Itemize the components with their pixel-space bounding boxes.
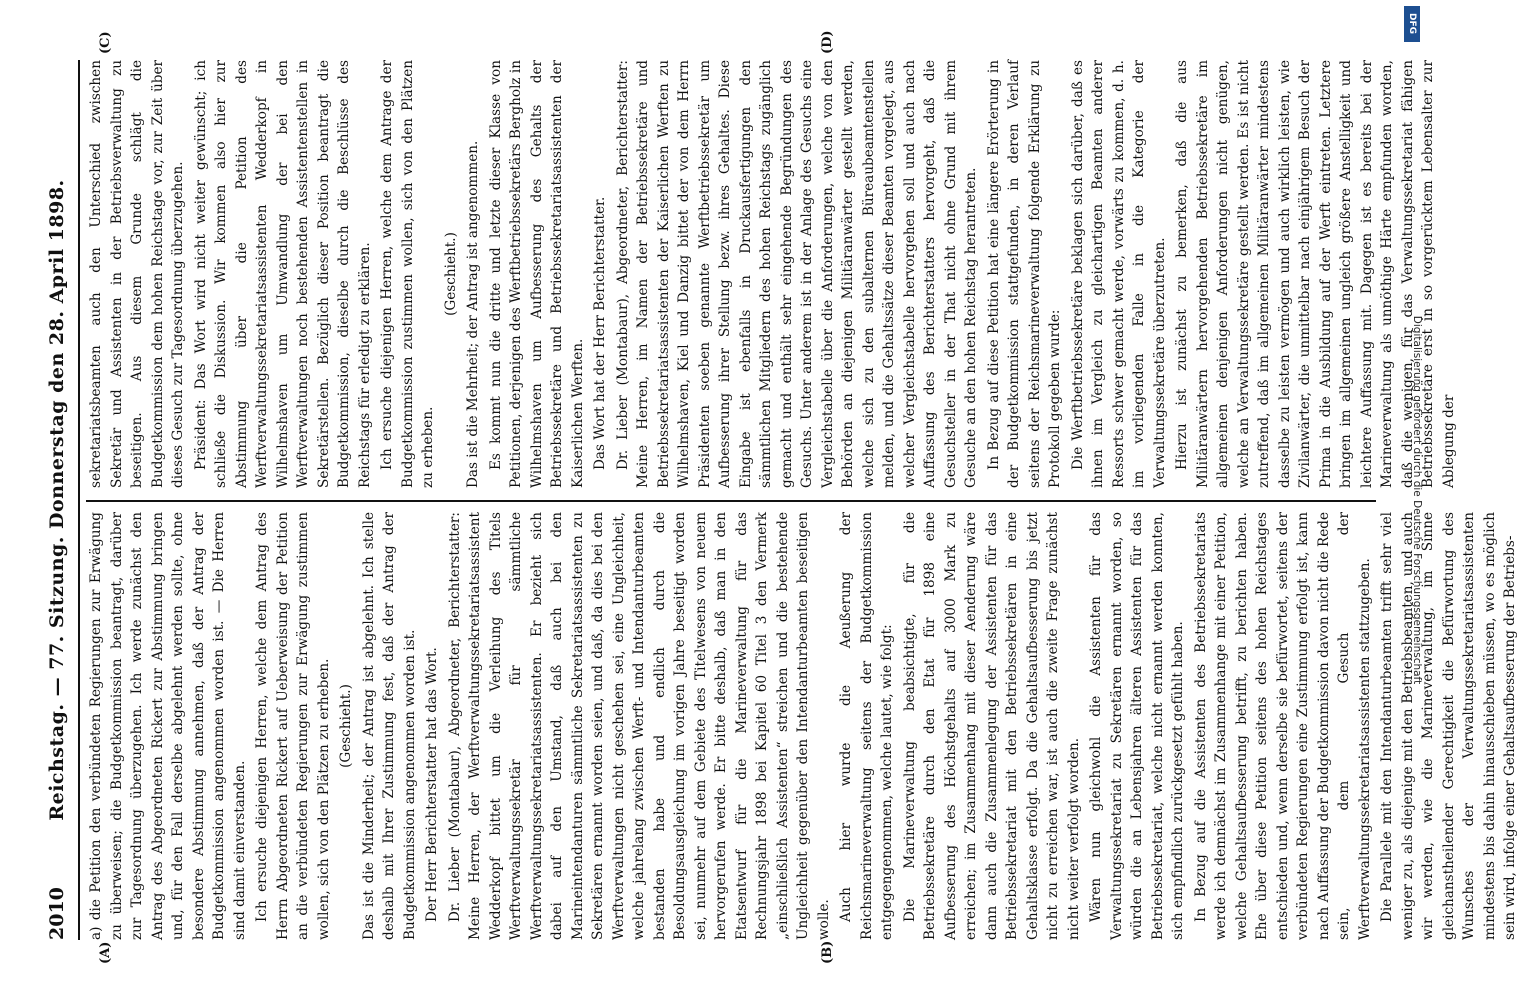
paragraph: Die Parallele mit den Intendanturbeamten trifft sehr viel weniger zu, als diejenige mit den Betriebsbeamten, und auch wir werden, wie die Marineverwaltung, im Sinne gleichanstheilender Gerechtigkeit die Befürwortung des Wunsches der Verwaltungssekretariatsassistenten mindestens bis dahin hinausschieben müssen, wo es möglich sein wird, infolge einer Gehaltsaufbesserung der Betriebs-: [1379, 512, 1518, 940]
stage-direction: (Geschieht.): [338, 684, 354, 768]
dfg-logo: DFG: [1404, 6, 1420, 42]
paragraph: Ich ersuche diejenigen Herren, welche dem Antrage der Budgetkommission zustimmen wollen, sich von den Plätzen zu erheben.: [379, 60, 436, 488]
running-title: Reichstag. — 77. Sitzung. Donnerstag den 28. April 1898.: [46, 179, 68, 821]
left-column: [86, 512, 1518, 940]
margin-marker-c: (C): [98, 31, 113, 54]
paragraph: Das ist die Minderheit; der Antrag ist abgelehnt. Ich stelle deshalb mit Ihrer Zustimmung fest, daß der Antrag der Budgetkommission angenommen worden ist.: [360, 512, 418, 940]
margin-marker-d: (D): [820, 30, 835, 54]
speaker-paragraph: Dr. Lieber (Montabaur), Abgeordneter, Berichterstatter: Meine Herren, im Namen der Betriebssekretäre und Betriebssekretariatsassistenten der Kaiserlichen Werften zu Wilhelmshaven, Kiel und Danzig bittet der von dem Herrn Präsidenten soeben genannte Werftbetriebssekretär um Aufbesserung ihrer Stellung bezw. ihres Gehaltes. Diese Eingabe ist ebenfalls in Druckausfertigungen den sämmtlichen Mitgliedern des hohen Reichstags zugänglich gemacht und enthält sehr eingehende Begründungen des Gesuchs. Unter anderem ist in der Anlage des Gesuchs eine Vergleichstabelle über die Anforderungen, welche von den Behörden an diejenigen Militäranwärter gestellt werden, welche sich zu den subalternen Büreaubeamtenstellen melden, und die Gehaltssätze dieser Beamten vorgelegt, aus welcher Vergleichstabelle hervorgehen soll und auch nach Auffassung des Berichterstatters hervorgeht, daß die Gesuchsteller in der That nicht ohne Grund mit ihrem Gesuche an den hohen Reichstag herantreten.: [614, 60, 979, 488]
paragraph: a) die Petition den verbündeten Regierungen zur Erwägung zu überweisen; die Budgetkommission beantragt, darüber zur Tagesordnung überzugehen. Ich werde zunächst den Antrag des Abgeordneten Rickert zur Abstimmung bringen und, für den Fall derselbe abgelehnt werden sollte, ohne besondere Abstimmung annehmen, daß der Antrag der Budgetkommission angenommen worden ist. — Die Herren sind damit einverstanden.: [88, 512, 248, 940]
paragraph: Ich ersuche diejenigen Herren, welche dem Antrag des Herrn Abgeordneten Rickert auf Ueberweisung der Petition an die verbündeten Regierungen zur Erwägung zustimmen wollen, sich von den Plätzen zu erheben.: [254, 512, 332, 940]
margin-marker-b: (B): [820, 940, 835, 964]
paragraph: Es kommt nun die dritte und letzte dieser Klasse von Petitionen, derjenigen des Werftbetriebssekretärs Bergholz in Wilhelmshaven um Aufbesserung des Gehalts der Betriebssekretäre und Betriebssekretariatsassistenten der Kaiserlichen Werften.: [487, 59, 586, 488]
paragraph: Auch hier wurde die Aeußerung der Reichsmarineverwaltung seitens der Budgetkommission entgegengenommen, welche lautet, wie folgt:: [838, 512, 895, 940]
page-header: [40, 60, 74, 940]
header-rule: [78, 60, 80, 940]
page-number: 2010: [46, 887, 68, 940]
paragraph: In Bezug auf die Assistenten des Betriebssekretariats werde ich demnächst im Zusammenhange mit einer Petition, welche Gehaltsaufbesserung betrifft, zu berichten haben. Ehe über diese Petition seitens des hohen Reichstages entschieden und, wenn derselbe sie befürwortet, seitens der verbündeten Regierungen eine Zustimmung erfolgt ist, kann nach Auffassung der Budgetkommission davon nicht die Rede sein, dem Gesuch der Werftverwaltungssekretariatsassistenten stattzugeben.: [1192, 512, 1373, 940]
quoted-paragraph: Wären nun gleichwohl die Assistenten für das Verwaltungssekretariat zu Sekretären ernannt worden, so würden die an Lebensjahren älteren Assistenten für das Betriebssekretariat, welche nicht ernannt werden konnten, sich empfindlich zurückgesetzt gefühlt haben.: [1088, 512, 1186, 940]
column-divider: [86, 501, 1376, 503]
speaker-paragraph: Präsident: Das Wort wird nicht weiter gewünscht; ich schließe die Diskussion. Wir kommen also hier zur Abstimmung über die Petition des Werftverwaltungssekretariatsassistenten Wedderkopf in Wilhelmshaven um Umwandlung der bei den Werftverwaltungen noch bestehenden Assistentenstellen in Sekretärstellen. Bezüglich dieser Position beantragt die Budgetkommission, dieselbe durch die Beschlüsse des Reichstags für erledigt zu erklären.: [192, 60, 373, 488]
quoted-paragraph: Die Marineverwaltung beabsichtigte, für die Betriebssekretäre durch den Etat für 1898 eine Aufbesserung des Höchstgehalts auf 3000 Mark zu erreichen; im Zusammenhang mit dieser Aenderung wäre dann auch die Zusammenlegung der Assistenten für das Betriebssekretariat mit den Betriebssekretären in eine Gehaltsklasse erfolgt. Da die Gehaltsaufbesserung bis jetzt nicht zu erreichen war, ist auch die zweite Frage zunächst nicht weiter verfolgt worden.: [901, 512, 1082, 940]
stage-direction: (Geschieht.): [442, 232, 459, 316]
right-column: [86, 59, 1457, 488]
speaker-paragraph: Dr. Lieber (Montabaur), Abgeordneter, Berichterstatter: Meine Herren, der Werftverwaltungssekretariatsassistent Wedderkopf bittet um die Verleihung des Titels Werftverwaltungssekretär für sämmtliche Werftverwaltungssekretariatsassistenten. Er bezieht sich dabei auf den Umstand, daß auch bei den Marineintendanturen sämmtliche Sekretariatsassistenten zu Sekretären ernannt worden seien, und daß, da dies bei den Werftverwaltungen nicht geschehen sei, eine Ungleichheit, welche jahrelang zwischen Werft- und Intendanturbeamten bestanden habe und endlich durch die Besoldungsausgleichung im vorigen Jahre beseitigt worden sei, nunmehr auf dem Gebiete des Titelwesens von neuem hervorgerufen werde. Er bitte deshalb, daß man in den Etatsentwurf für die Marineverwaltung für das Rechnungsjahr 1898 bei Kapitel 60 Titel 3 den Vermerk „einschließlich Assistenten“ streichen und die bestehende Ungleichheit gegenüber den Intendanturbeamten beseitigen wolle.: [446, 512, 832, 940]
quoted-paragraph: Hierzu ist zunächst zu bemerken, daß die aus Militäranwärtern hervorgehenden Betriebssekretäre im allgemeinen denjenigen Anforderungen nicht genügen, welche an Verwaltungssekretäre gestellt werden. Es ist nicht zutreffend, daß im allgemeinen Militäranwärter mindestens dasselbe zu leisten vermögen und auch wirklich leisten, wie Zivilanwärter, die unmittelbar nach einjährigem Besuch der Prima in die Ausbildung auf der Werft eintreten. Letztere bringen im allgemeinen ungleich größere Anstelligkeit und leichtere Auffassung mit. Dagegen ist es bereits bei der Marineverwaltung als unnöthige Härte empfunden worden, daß die wenigen, für das Verwaltungssekretariat fähigen Betriebssekretäre erst in so vorgerücktem Lebensalter zur Ablegung der: [1174, 60, 1457, 488]
paragraph: In Bezug auf diese Petition hat eine längere Erörterung in der Budgetkommission stattgefunden, in deren Verlauf seitens der Reichsmarineverwaltung folgende Erklärung zu Protokoll gegeben wurde:: [985, 60, 1063, 488]
paragraph: Der Herr Berichterstatter hat das Wort.: [424, 647, 440, 922]
paragraph: Das ist die Mehrheit; der Antrag ist angenommen.: [465, 140, 481, 488]
dfg-notice: Digitalisierung gefördert durch die Deutsche Forschungsgemeinschaft: [1411, 315, 1423, 685]
paragraph: sekretariatsbeamten auch den Unterschied zwischen Sekretär und Assistenten in der Betriebsverwaltung zu beseitigen. Aus diesem Grunde schlägt die Budgetkommission dem hohen Reichstage vor, zur Zeit über dieses Gesuch zur Tagesordnung überzugehen.: [88, 60, 186, 488]
margin-marker-a: (A): [98, 941, 113, 964]
paragraph: Das Wort hat der Herr Berichterstatter.: [592, 196, 608, 470]
quoted-paragraph: Die Werftbetriebssekretäre beklagen sich darüber, daß es ihnen im Vergleich zu gleichartigen Beamten anderer Ressorts schwer gemacht werde, vorwärts zu kommen, d. h. im vorliegenden Falle in die Kategorie der Verwaltungssekretäre überzutreten.: [1069, 60, 1168, 488]
dfg-sidebar: [1406, 0, 1428, 1000]
